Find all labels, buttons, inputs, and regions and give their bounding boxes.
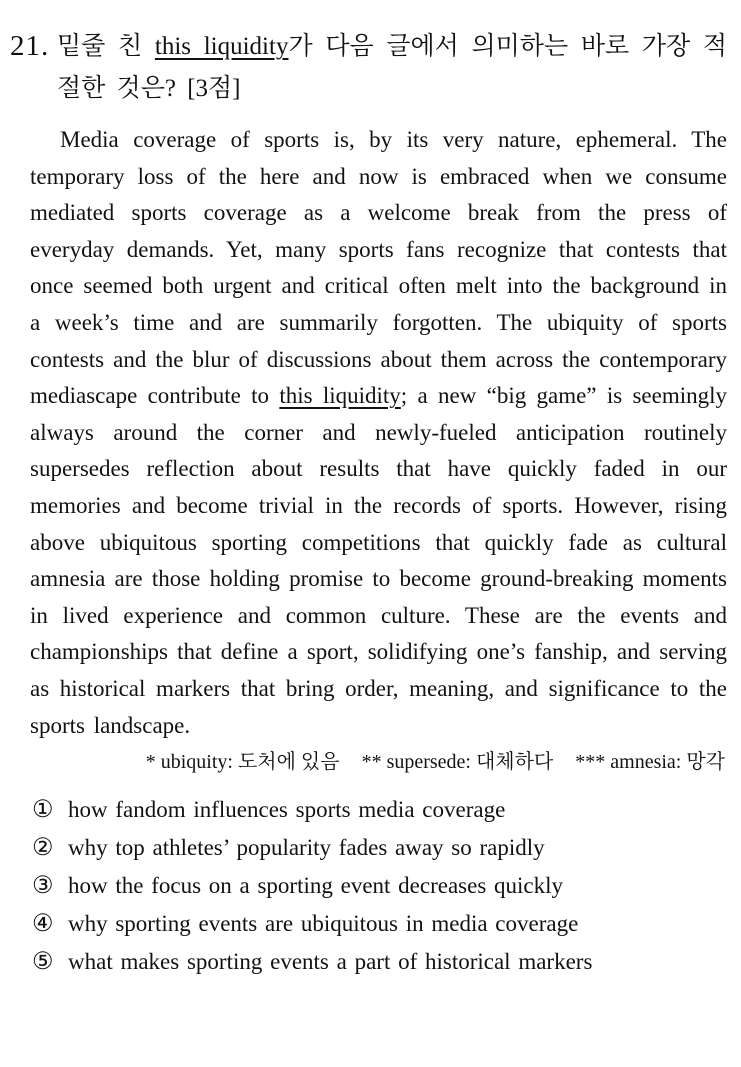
choice-1: [32, 791, 727, 829]
passage-text-after: ; a new “big game” is seemingly always around the corner and newly-fueled anticipation routinely supersedes reflection about results that have quickly faded in our memories and become trivial in the records of sports. However, rising above ubiquitous sporting competitions that quickly fade as cultural amnesia are those holding promise to become ground-breaking moments in lived experience and common culture. These are the events and championships that define a sport, solidifying one’s fanship, and serving as historical markers that bring order, meaning, and significance to the sports landscape.: [30, 383, 727, 738]
footnote-supersede: ** supersede: 대체하다: [361, 751, 554, 774]
question-prompt-after: 가 다음 글에서 의미하는 바로 가장 적절한 것은?: [57, 33, 728, 102]
footnotes: [10, 747, 725, 777]
choice-4-text: why sporting events are ubiquitous in media coverage: [68, 911, 579, 937]
choice-5: [32, 943, 727, 981]
passage-text-before: Media coverage of sports is, by its very nature, ephemeral. The temporary loss of the here and now is embraced when we consume mediated sports coverage as a welcome break from the press of everyday demands. Yet, many sports fans recognize that contests that once seemed both urgent and critical often melt into the background in a week’s time and are summarily forgotten. The ubiquity of sports contests and the blur of discussions about them across the contemporary mediascape contribute to: [30, 127, 727, 409]
choices-list: [32, 791, 727, 981]
choice-2: [32, 829, 727, 867]
footnote-ubiquity: * ubiquity: 도처에 있음: [145, 751, 340, 774]
question-underlined-phrase: this liquidity: [154, 33, 289, 60]
footnote-amnesia: *** amnesia: 망각: [575, 751, 725, 774]
choice-4: [32, 905, 727, 943]
choice-3-marker: ③: [32, 873, 54, 900]
choice-5-marker: ⑤: [32, 949, 54, 976]
choice-2-text: why top athletes’ popularity fades away so rapidly: [68, 835, 545, 861]
question-number: 21.: [10, 30, 50, 62]
choice-1-marker: ①: [32, 797, 54, 824]
question-points: [3점]: [187, 75, 241, 102]
question-prompt: [57, 26, 727, 110]
choice-5-text: what makes sporting events a part of historical markers: [68, 949, 593, 975]
question-prompt-before: 밑줄 친: [57, 33, 155, 60]
passage: [30, 122, 727, 744]
choice-2-marker: ②: [32, 835, 54, 862]
passage-underlined-phrase: this liquidity: [279, 383, 401, 409]
question-header: [10, 26, 727, 110]
choice-3-text: how the focus on a sporting event decreases quickly: [68, 873, 564, 899]
choice-1-text: how fandom influences sports media coverage: [68, 797, 506, 823]
choice-4-marker: ④: [32, 911, 54, 938]
choice-3: [32, 867, 727, 905]
